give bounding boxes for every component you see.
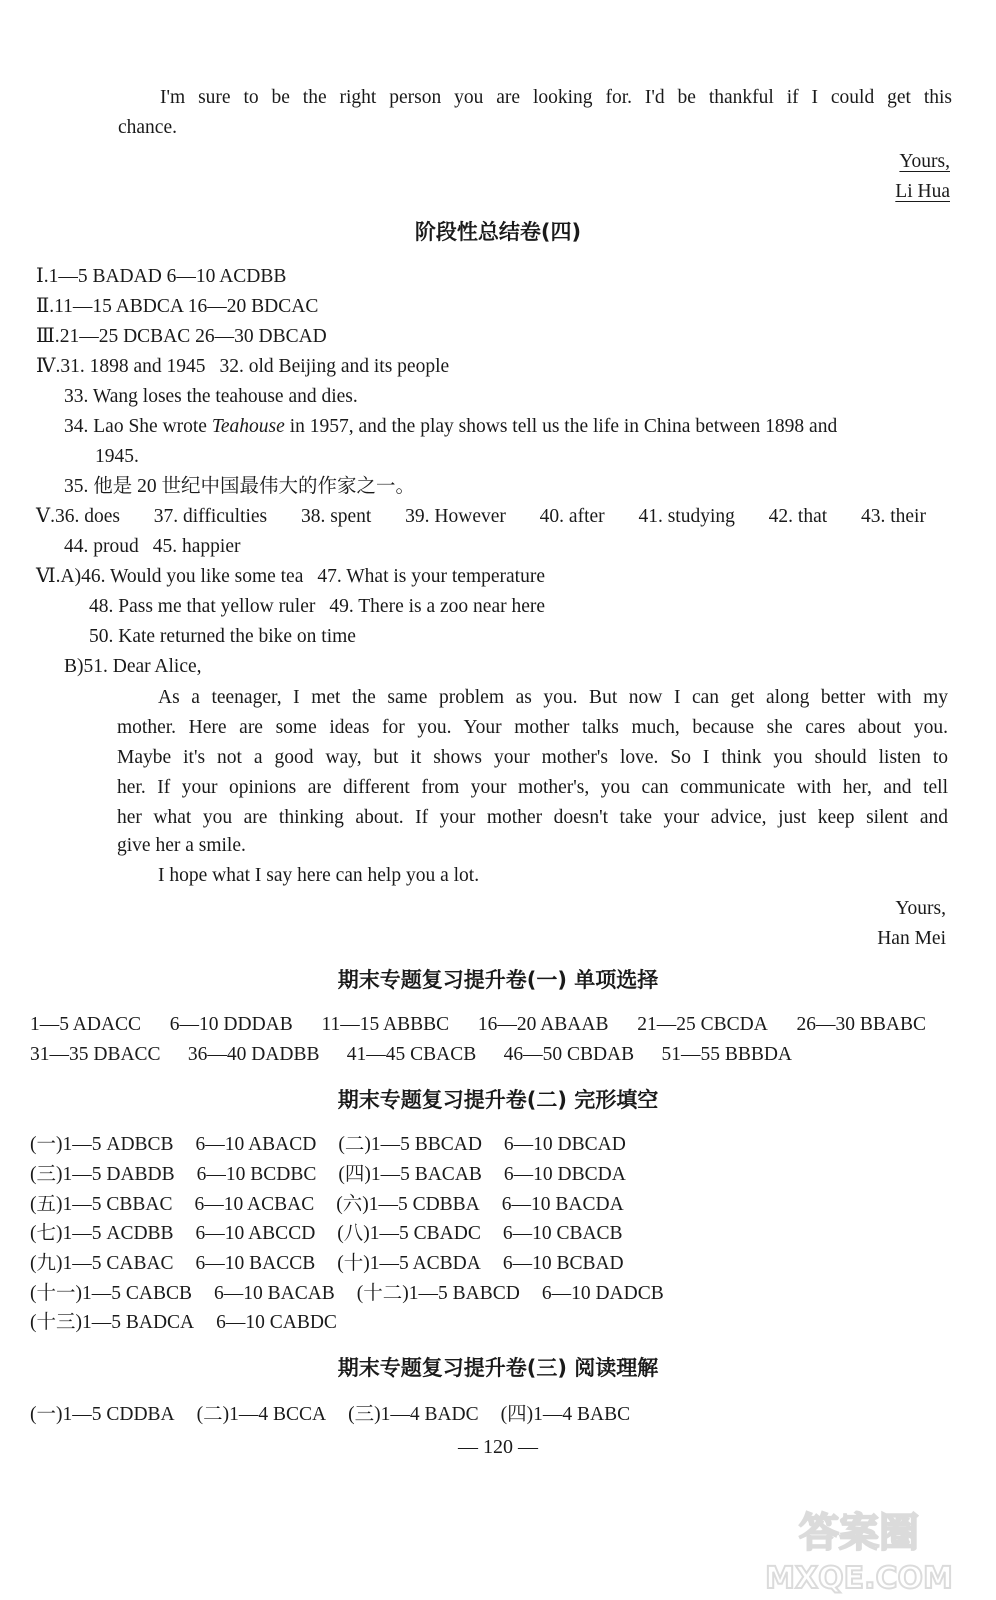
answer-38: 38. spent	[300, 506, 372, 527]
answer-31: 31. 1898 and 1945	[60, 356, 206, 377]
answer-42: 42. that	[768, 506, 828, 527]
answer-group: 41—45 CBACB	[346, 1044, 477, 1065]
section4-part-IV	[36, 355, 449, 379]
answers: 11—15 ABDCA 16—20 BDCAC	[54, 296, 319, 317]
answer-36: 36. does	[54, 506, 120, 527]
answer-group: (十一)1—5 CABCB	[30, 1283, 192, 1304]
answer-group: (八)1—5 CBADC	[337, 1223, 481, 1244]
answer-46: A)46. Would you like some tea	[60, 566, 304, 587]
answer-group: 6—10 DADCB	[541, 1283, 664, 1304]
roman-numeral: Ⅰ.	[36, 266, 49, 287]
answer-group: 6—10 BACDA	[501, 1194, 624, 1215]
answer-group: 26—30 BBABC	[796, 1014, 926, 1035]
answer-group: (二)1—4 BCCA	[196, 1404, 327, 1425]
answer-39: 39. However	[405, 506, 506, 527]
answer-34-cont: 1945.	[95, 446, 139, 467]
answer-group: (二)1—5 BBCAD	[338, 1134, 482, 1155]
answer-group: 51—55 BBBDA	[661, 1044, 792, 1065]
section4-part-III	[36, 325, 327, 349]
answer-33: 33. Wang loses the teahouse and dies.	[64, 386, 358, 407]
answer-34-suffix: in 1957, and the play shows tell us the life in China between 1898 and	[284, 416, 838, 437]
letter2-closing: Yours,	[895, 898, 946, 919]
answer-group: (三)1—5 DABDB	[30, 1164, 175, 1185]
roman-numeral: Ⅳ.	[36, 356, 61, 377]
answer-50: 50. Kate returned the bike on time	[89, 626, 356, 647]
answers: 1—5 BADAD 6—10 ACDBB	[48, 266, 287, 287]
answer-group: 6—10 DBCDA	[503, 1164, 626, 1185]
answer-group: (十二)1—5 BABCD	[356, 1283, 520, 1304]
letter1-closing: Yours,	[899, 151, 950, 172]
review2-row7	[30, 1311, 337, 1335]
roman-numeral: Ⅵ.	[36, 566, 61, 587]
answer-group: (四)1—4 BABC	[500, 1404, 631, 1425]
review1-row2	[30, 1043, 792, 1067]
answer-group: 6—10 DDDAB	[169, 1014, 293, 1035]
letter1-line2: chance.	[118, 117, 177, 138]
answer-51-salutation: B)51. Dear Alice,	[64, 656, 202, 677]
v-36	[36, 505, 120, 529]
answer-group: 11—15 ABBBC	[321, 1014, 450, 1035]
answer-group: (九)1—5 CABAC	[30, 1253, 174, 1274]
answer-group: (三)1—4 BADC	[348, 1404, 479, 1425]
letter1-signature: Li Hua	[895, 181, 950, 202]
answer-48: 48. Pass me that yellow ruler	[89, 596, 316, 617]
answer-40: 40. after	[539, 506, 605, 527]
review2-row4	[30, 1222, 623, 1246]
letter2-line4: her. If your opinions are different from your mother's, you can communicate with her, and tell	[117, 777, 948, 798]
answer-group: 1—5 ADACC	[30, 1014, 142, 1035]
review3-row1	[30, 1403, 630, 1427]
section4-part-V-cont	[64, 535, 240, 559]
answer-group: (六)1—5 CDBBA	[336, 1194, 480, 1215]
page-number: — 120 —	[458, 1436, 538, 1458]
review1-row1	[30, 1013, 926, 1037]
section4-part-I	[36, 265, 286, 289]
answer-45: 45. happier	[152, 536, 241, 557]
answer-49: 49. There is a zoo near here	[329, 596, 546, 617]
answer-34-title: Teahouse	[211, 416, 285, 437]
letter2-signature: Han Mei	[877, 928, 946, 949]
letter1-line1: I'm sure to be the right person you are looking for. I'd be thankful if I could get this	[160, 87, 952, 108]
letter2-line5: her what you are thinking about. If your mother doesn't take your advice, just keep silent and	[117, 807, 948, 828]
section4-title: 阶段性总结卷(四)	[414, 220, 582, 244]
review1-title: 期末专题复习提升卷(一) 单项选择	[337, 968, 659, 992]
letter2-line3: Maybe it's not a good way, but it shows your mother's love. So I think you should listen to	[117, 747, 948, 768]
answer-group: 6—10 ABACD	[195, 1134, 317, 1155]
watermark-logo	[734, 1502, 984, 1594]
letter2-line2: mother. Here are some ideas for you. Your mother talks much, because she cares about you.	[117, 717, 948, 738]
answer-35: 35. 他是 20 世纪中国最伟大的作家之一。	[64, 476, 416, 497]
section4-part-VI	[36, 565, 545, 589]
letter2-line6: give her a smile.	[117, 835, 246, 856]
answers: 21—25 DCBAC 26—30 DBCAD	[59, 326, 327, 347]
answer-group: 6—10 CBACB	[502, 1223, 623, 1244]
section4-part-V	[36, 505, 926, 529]
answer-32: 32. old Beijing and its people	[219, 356, 450, 377]
letter2-paragraph2: I hope what I say here can help you a lot.	[158, 865, 480, 886]
review2-row1	[30, 1133, 626, 1157]
answer-37: 37. difficulties	[153, 506, 268, 527]
answer-group: (五)1—5 CBBAC	[30, 1194, 173, 1215]
watermark-bottom: MXQE.COM	[765, 1561, 953, 1594]
roman-numeral: Ⅱ.	[36, 296, 55, 317]
answer-group: 6—10 CABDC	[216, 1312, 337, 1333]
section4-part-II	[36, 295, 318, 319]
answer-group: (七)1—5 ACDBB	[30, 1223, 174, 1244]
answer-47: 47. What is your temperature	[317, 566, 545, 587]
roman-numeral: Ⅲ.	[36, 326, 60, 347]
answer-group: (四)1—5 BACAB	[338, 1164, 482, 1185]
answer-34-prefix: 34. Lao She wrote	[64, 416, 212, 437]
answer-group: 6—10 BACCB	[195, 1253, 316, 1274]
answer-group: 6—10 BACAB	[213, 1283, 335, 1304]
answer-group: (一)1—5 ADBCB	[30, 1134, 174, 1155]
answer-group: 16—20 ABAAB	[477, 1014, 609, 1035]
answer-group: 46—50 CBDAB	[503, 1044, 635, 1065]
review2-row5	[30, 1252, 624, 1276]
answer-group: 6—10 ACBAC	[194, 1194, 315, 1215]
answer-group: 6—10 DBCAD	[503, 1134, 626, 1155]
answer-44: 44. proud	[64, 536, 139, 557]
review2-row3	[30, 1193, 624, 1217]
answer-group: (十)1—5 ACBDA	[337, 1253, 481, 1274]
review2-row2	[30, 1163, 626, 1187]
answer-group: (十三)1—5 BADCA	[30, 1312, 195, 1333]
answer-group: 6—10 ABCCD	[195, 1223, 316, 1244]
answers-48-49	[89, 595, 545, 619]
answer-group: (一)1—5 CDDBA	[30, 1404, 175, 1425]
answer-group: 31—35 DBACC	[30, 1044, 161, 1065]
answer-group: 6—10 BCBAD	[502, 1253, 624, 1274]
watermark-top: 答案圈	[799, 1510, 919, 1556]
review3-title: 期末专题复习提升卷(三) 阅读理解	[337, 1356, 659, 1380]
letter2-line1: As a teenager, I met the same problem as you. But now I can get along better with my	[158, 687, 948, 708]
answer-43: 43. their	[860, 506, 926, 527]
review2-row6	[30, 1282, 664, 1306]
roman-numeral: Ⅴ.	[36, 506, 55, 527]
answer-group: 21—25 CBCDA	[637, 1014, 768, 1035]
answer-34	[64, 415, 837, 439]
answer-group: 36—40 DADBB	[187, 1044, 320, 1065]
review2-title: 期末专题复习提升卷(二) 完形填空	[337, 1088, 659, 1112]
answer-group: 6—10 BCDBC	[196, 1164, 317, 1185]
answer-41: 41. studying	[638, 506, 735, 527]
